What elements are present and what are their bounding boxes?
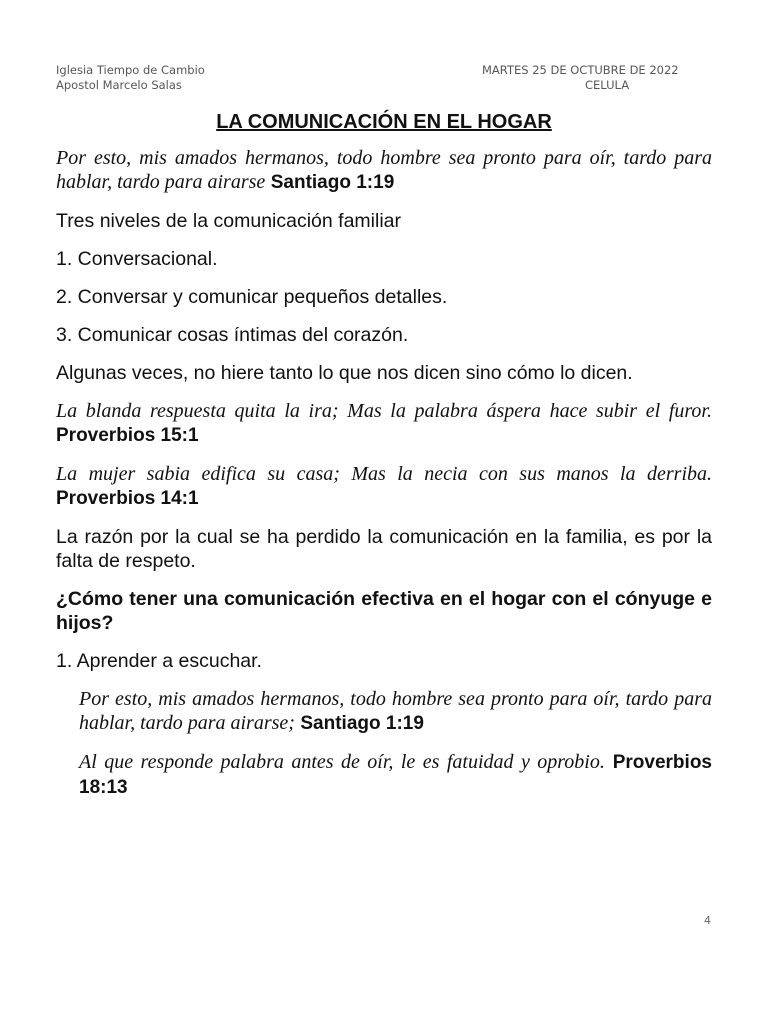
page-title: LA COMUNICACIÓN EN EL HOGAR bbox=[216, 111, 552, 133]
verse-text: La mujer sabia edifica su casa; Mas la necia con sus manos la derriba. bbox=[56, 463, 712, 485]
verse-reference: Santiago 1:19 bbox=[270, 172, 395, 193]
question-heading: ¿Cómo tener una comunicación efectiva en el hogar con el cónyuge e hijos? bbox=[56, 588, 712, 634]
verse-reference: Proverbios 15:1 bbox=[56, 425, 199, 446]
verse-text: Por esto, mis amados hermanos, todo hombre sea pronto para oír, tardo para hablar, tardo para airarse bbox=[56, 147, 712, 193]
verse-proverbios-18 bbox=[79, 750, 712, 800]
verse-reference: Proverbios 18:13 bbox=[79, 752, 712, 798]
verse-text: Por esto, mis amados hermanos, todo hombre sea pronto para oír, tardo para hablar, tardo para airarse; bbox=[79, 688, 712, 734]
page-number: 4 bbox=[704, 914, 711, 927]
verse-proverbios-15 bbox=[56, 399, 712, 448]
verse-santiago-1 bbox=[56, 146, 712, 195]
pastor-name: Apostol Marcelo Salas bbox=[56, 78, 182, 92]
nivel-item: 3. Comunicar cosas íntimas del corazón. bbox=[56, 324, 409, 346]
verse-proverbios-14 bbox=[56, 462, 712, 511]
verse-santiago-2 bbox=[79, 687, 712, 736]
church-name: Iglesia Tiempo de Cambio bbox=[56, 63, 205, 77]
paragraph-algunas-veces: Algunas veces, no hiere tanto lo que nos dicen sino cómo lo dicen. bbox=[56, 362, 633, 384]
nivel-item: 2. Conversar y comunicar pequeños detalles. bbox=[56, 286, 448, 308]
verse-reference: Proverbios 14:1 bbox=[56, 488, 199, 509]
point-aprender-escuchar: 1. Aprender a escuchar. bbox=[56, 650, 262, 672]
service-type: CELULA bbox=[585, 78, 630, 92]
document-body bbox=[56, 110, 712, 814]
paragraph-razon: La razón por la cual se ha perdido la comunicación en la familia, es por la falta de respeto. bbox=[56, 526, 712, 572]
nivel-item: 1. Conversacional. bbox=[56, 248, 218, 270]
verse-text: Al que responde palabra antes de oír, le es fatuidad y oprobio. bbox=[79, 751, 605, 773]
verse-text: La blanda respuesta quita la ira; Mas la palabra áspera hace subir el furor. bbox=[56, 400, 712, 422]
service-date: MARTES 25 DE OCTUBRE DE 2022 bbox=[482, 63, 679, 77]
header-right bbox=[482, 63, 682, 93]
verse-reference: Santiago 1:19 bbox=[300, 713, 424, 734]
niveles-intro: Tres niveles de la comunicación familiar bbox=[56, 210, 402, 232]
header-left bbox=[56, 63, 205, 93]
